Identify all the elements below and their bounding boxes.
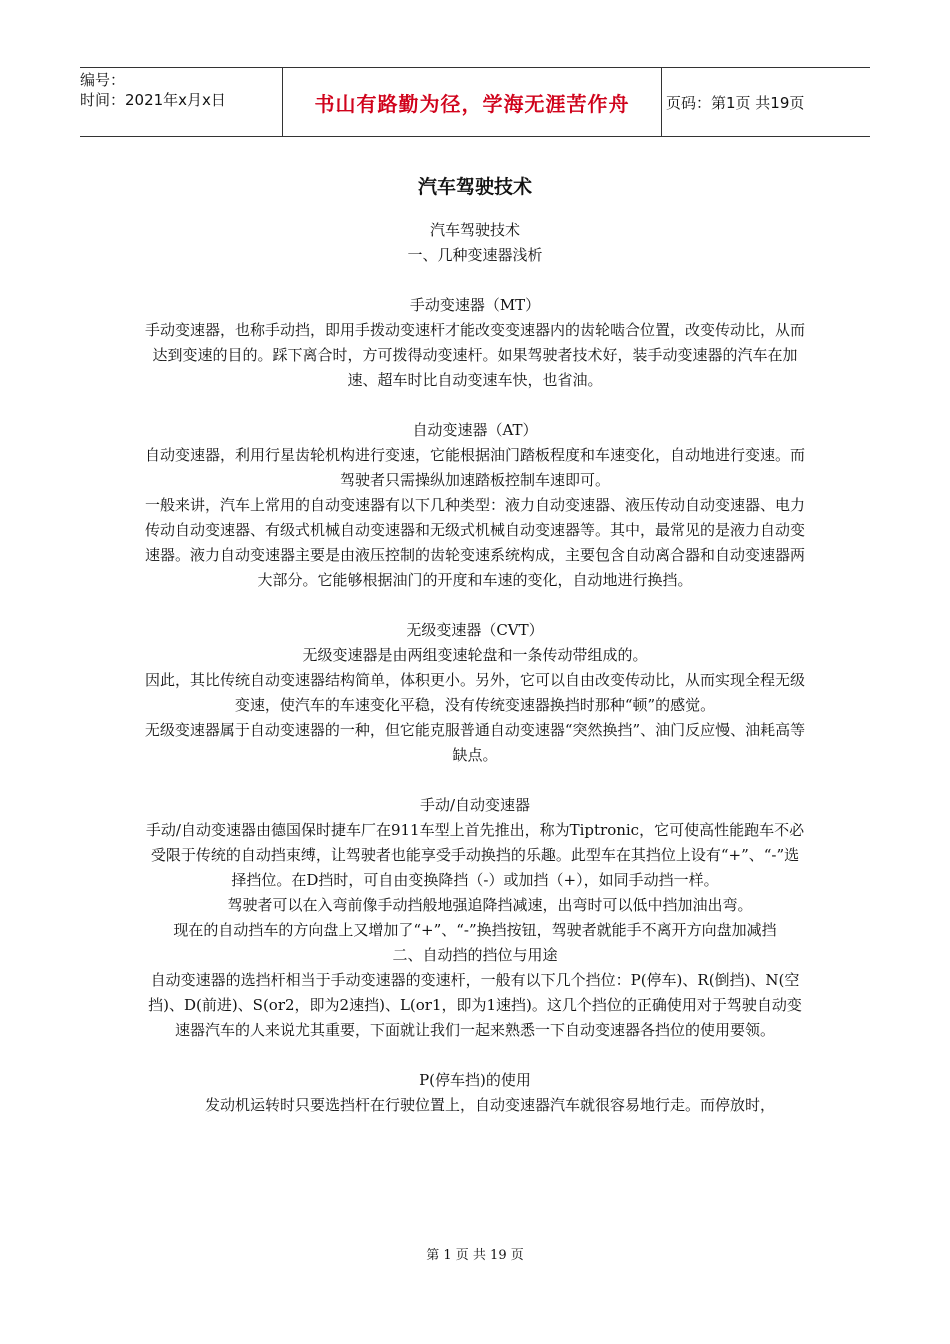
page-footer: 第 1 页 共 19 页 [426,1248,524,1263]
paragraph: 手动变速器，也称手动挡，即用手拨动变速杆才能改变变速器内的齿轮啮合位置，改变传动比，从而达到变速的目的。踩下离合时，方可拨得动变速杆。如果驾驶者技术好，装手动变速器的汽车在加速、超车时比自动变速车快，也省油。 [144,321,805,389]
paragraph: 手动/自动变速器由德国保时捷车厂在911车型上首先推出，称为Tiptronic，它可使高性能跑车不必受限于传统的自动挡束缚，让驾驶者也能享受手动换挡的乐趣。此型车在其挡位上设有“+”、“-”选择挡位。在D挡时，可自由变换降挡（-）或加挡（+），如同手动挡一样。 [145,821,805,889]
paragraph: 自动变速器的选挡杆相当于手动变速器的变速杆，一般有以下几个挡位：P(停车)、R(倒挡)、N(空挡)、D(前进)、S(or2，即为2速挡)、L(or1，即为1速挡)。这几个挡位的正确使用对于驾驶自动变速器汽车的人来说尤其重要，下面就让我们一起来熟悉一下自动变速器各挡位的使用要领。 [148,971,802,1039]
header-page-info: 页码：第1页 共19页 [666,93,805,112]
sub-title: 汽车驾驶技术 [429,221,520,239]
document-body [144,218,806,1118]
document-number: 编号： [80,71,126,89]
subsection-heading-at: 自动变速器（AT） [412,421,538,439]
paragraph: 自动变速器，利用行星齿轮机构进行变速，它能根据油门踏板程度和车速变化，自动地进行变速。而驾驶者只需操纵加速踏板控制车速即可。 [144,446,805,489]
paragraph: 一般来讲，汽车上常用的自动变速器有以下几种类型：液力自动变速器、液压传动自动变速器、电力传动自动变速器、有级式机械自动变速器和无级式机械自动变速器等。其中，最常见的是液力自动变速器。液力自动变速器主要是由液压控制的齿轮变速系统构成，主要包含自动离合器和自动变速器两大部分。它能够根据油门的开度和车速的变化，自动地进行换挡。 [144,496,805,589]
paragraph: 驾驶者可以在入弯前像手动挡般地强追降挡减速，出弯时可以低中挡加油出弯。 [227,896,753,914]
subsection-heading-manual-auto: 手动/自动变速器 [419,796,531,814]
paragraph: 发动机运转时只要选挡杆在行驶位置上，自动变速器汽车就很容易地行走。而停放时， [204,1096,775,1114]
subsection-heading-cvt: 无级变速器（CVT） [406,621,544,639]
page-header [80,67,870,137]
header-slogan: 书山有路勤为径，学海无涯苦作舟 [282,68,662,136]
paragraph: 无级变速器是由两组变速轮盘和一条传动带组成的。 [302,646,648,664]
header-meta [80,68,280,138]
subsection-heading-mt: 手动变速器（MT） [409,296,541,314]
paragraph: 现在的自动挡车的方向盘上又增加了“+”、“-”换挡按钮，驾驶者就能手不离开方向盘加减挡 [173,921,777,939]
subsection-heading-p-gear: P(停车挡)的使用 [419,1071,531,1089]
paragraph: 因此，其比传统自动变速器结构简单，体积更小。另外，它可以自由改变传动比，从而实现全程无级变速，使汽车的车速变化平稳，没有传统变速器换挡时那种“顿”的感觉。 [144,671,805,714]
document-time: 时间：2021年x月x日 [80,91,226,109]
document-title: 汽车驾驶技术 [417,176,532,198]
section-heading: 二、自动挡的挡位与用途 [392,946,558,964]
paragraph: 无级变速器属于自动变速器的一种，但它能克服普通自动变速器“突然换挡”、油门反应慢、油耗高等缺点。 [144,721,806,764]
section-heading: 一、几种变速器浅析 [407,246,543,264]
